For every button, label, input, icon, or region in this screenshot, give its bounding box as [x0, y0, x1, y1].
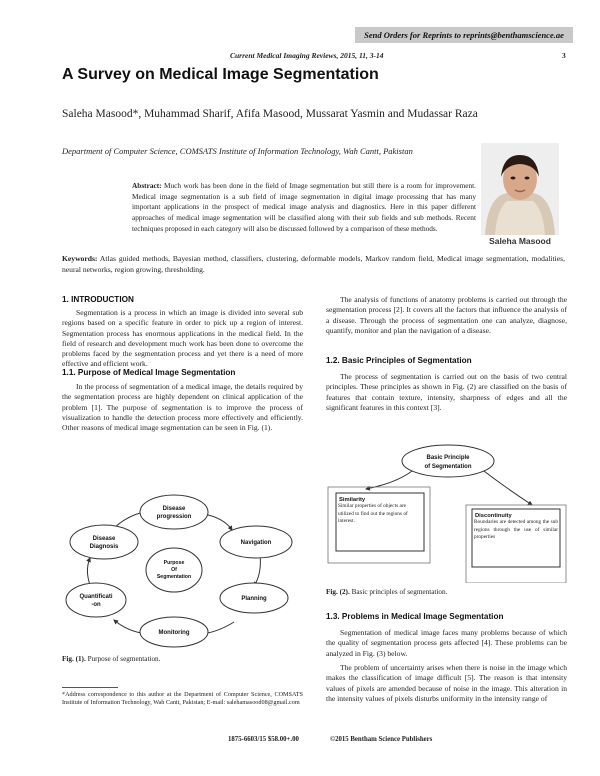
abstract-text: Much work has been done in the field of Image segmentation but still there is a room for improvement. Medical image segmentation is a sub field of image segmentation in digital image processing that has many important applications in the prospect of medical image analysis and diagnostics. Here in this paper different approaches of medical image segmentation will be classified along with their sub fields and sub methods. Recent techniques proposed in each category will also be discussed followed by a comparison of these methods. [132, 181, 476, 233]
fig1-navigation: Navigation [240, 540, 272, 546]
keywords-label: Keywords: [62, 254, 98, 263]
author-photo [481, 143, 559, 235]
fig2-similarity-text: Similar properties of objects are utilized to find out the regions of interest. [338, 503, 408, 525]
author-list: Saleha Masood*, Muhammad Sharif, Afifa Masood, Mussarat Yasmin and Mudassar Raza [62, 108, 478, 120]
subsection-heading-problems: 1.3. Problems in Medical Image Segmentation [326, 612, 504, 621]
quantification-node [66, 583, 126, 617]
figure-1-caption [62, 655, 160, 663]
paragraph-purpose: In the process of segmentation of a medical image, the details required by the segmentation process are highly dependent on clinical application of the problem [1]. The purpose of segmentation is to improve the process of visualization to handle the detection process more effectively and efficiently. Other reasons of medical image segmentation can be seen in Fig. (1). [62, 382, 303, 433]
fig1-disease-progression-line1: Disease [162, 506, 186, 512]
subsection-heading-purpose: 1.1. Purpose of Medical Image Segmentation [62, 368, 236, 377]
fig2-center-line1: Basic Principle [426, 455, 470, 461]
paragraph-introduction: Segmentation is a process in which an image is divided into several sub regions based on a specific feature in order to pick up a region of interest. Segmentation process has enormous applications in the medical field. In the field of research and development much work has been done to overcome the problems faced by the segmentation process and yet there is a need of more effective and efficient work. [62, 308, 303, 369]
fig1-quantification-line1: Quantificati [79, 594, 113, 600]
fig1-monitoring: Monitoring [158, 630, 190, 636]
fig1-center-line3: Segmentation [156, 574, 192, 580]
correspondence-footnote: *Address correspondence to this author at the Department of Computer Science, COMSATS Institute of Information Technology, Wah Cantt, Pakistan; E-mail: salehamasood08@gmail.com [62, 691, 303, 706]
fig1-disease-diagnosis-line1: Disease [92, 536, 116, 542]
figure-2-caption [326, 588, 447, 596]
fig1-center-line1: Purpose [163, 560, 185, 566]
copyright: ©2015 Bentham Science Publishers [330, 736, 433, 743]
figure-1-diagram [64, 492, 296, 650]
disease-progression-node [140, 495, 208, 529]
figure-2-label: Fig. (2). [326, 588, 350, 596]
fig2-center-line2: of Segmentation [424, 464, 472, 470]
figure-2-caption-text: Basic principles of segmentation. [351, 588, 448, 596]
abstract [132, 181, 476, 235]
abstract-label: Abstract: [132, 181, 162, 190]
fig1-disease-diagnosis-line2: Diagnosis [89, 544, 119, 550]
fig1-center-line2: Of [171, 567, 177, 573]
reprint-notice-bar: Send Orders for Reprints to reprints@benthamscience.ae [355, 27, 573, 43]
subsection-heading-basic-principles: 1.2. Basic Principles of Segmentation [326, 356, 472, 365]
paragraph-analysis: The analysis of functions of anatomy problems is carried out through the segmentation process [2]. It covers all the factors that influence the analysis of a disease. Through the process of segmentation one can analyze, diagnose, quantify, monitor and plan the navigation of a disease. [326, 295, 567, 335]
paragraph-problems-2: The problem of uncertainty arises when there is noise in the image which makes the classification of image difficult [5]. The reason is that intensity values of pixels are amended because of noise in the image. This alteration in the intensity values of pixels disturbs uniformity in the intensity range of [326, 663, 567, 703]
disease-diagnosis-node [70, 525, 138, 559]
keywords-text: Atlas guided methods, Bayesian method, classifiers, clustering, deformable models, Markov random field, Medical image segmentation, modalities, neural networks, region growing, thresholding. [62, 254, 565, 274]
basic-principle-node [402, 445, 494, 477]
figure-1-label: Fig. (1). [62, 655, 86, 663]
fig1-quantification-line2: -on [91, 602, 101, 608]
section-heading-introduction: 1. INTRODUCTION [62, 295, 134, 304]
journal-citation: Current Medical Imaging Reviews, 2015, 11, 3-14 [230, 51, 384, 60]
paper-title: A Survey on Medical Image Segmentation [62, 66, 379, 83]
paragraph-problems-1: Segmentation of medical image faces many problems because of which the quality of segmentation process gets affected [4]. These problems can be analyzed in Fig. (3) below. [326, 628, 567, 658]
figure-2-diagram [326, 443, 568, 583]
fig2-similarity-title: Similarity [339, 497, 366, 503]
page-number: 3 [562, 51, 566, 60]
fig2-discontinuity-title: Discontinuity [475, 513, 512, 519]
figure-1-caption-text: Purpose of segmentation. [87, 655, 161, 663]
affiliation: Department of Computer Science, COMSATS Institute of Information Technology, Wah Cantt, Pakistan [62, 146, 413, 156]
fig1-disease-progression-line2: progression [156, 514, 192, 520]
photo-caption: Saleha Masood [489, 236, 551, 246]
footnote-rule [62, 687, 118, 688]
fig2-discontinuity-text: Boundaries are detected among the sub regions through the use of similar properties [474, 519, 558, 541]
paragraph-basic-principles: The process of segmentation is carried out on the basis of two central principles. These principles as shown in Fig. (2) are classified on the basis of features that contain texture, intensity, sharpness of edges and all the significant features in this context [3]. [326, 372, 567, 412]
keywords [62, 254, 565, 275]
fig1-planning: Planning [241, 596, 267, 602]
issn-price: 1875-6603/15 $58.00+.00 [228, 736, 299, 743]
